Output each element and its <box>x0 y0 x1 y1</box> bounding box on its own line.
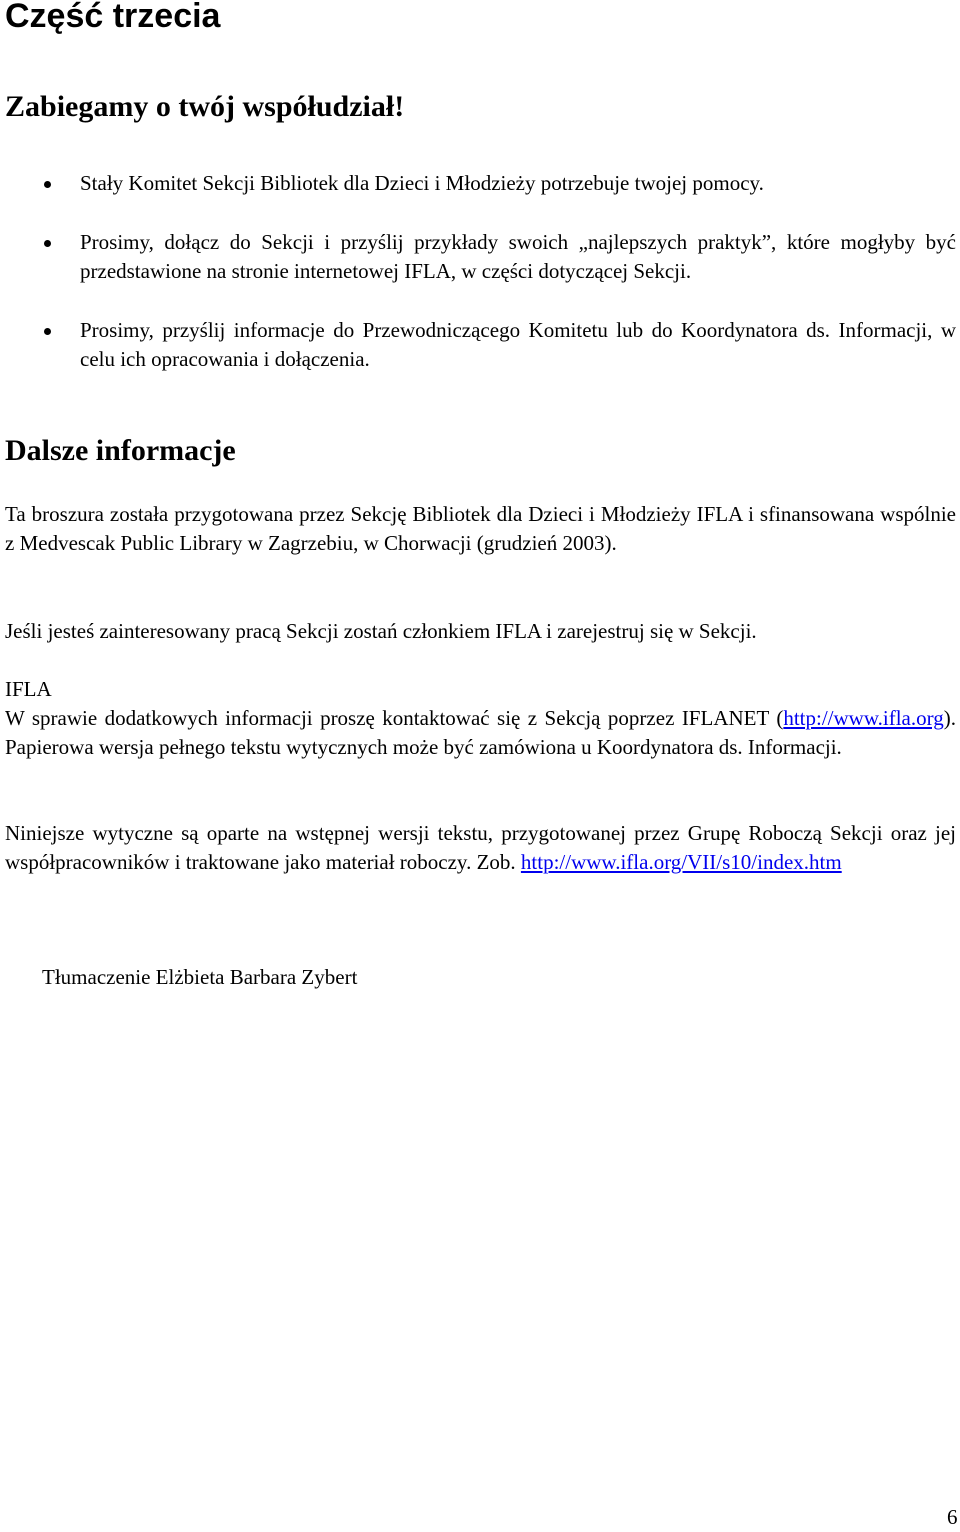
paragraph-membership: Jeśli jesteś zainteresowany pracą Sekcji zostań członkiem IFLA i zarejestruj się w Sekcji. <box>5 619 757 643</box>
list-item-text: Stały Komitet Sekcji Bibliotek dla Dzieci i Młodzieży potrzebuje twojej pomocy. <box>80 171 764 195</box>
page-number: 6 <box>947 1505 958 1529</box>
ifla-section-link[interactable]: http://www.ifla.org/VII/s10/index.htm <box>520 850 842 874</box>
bullet-icon <box>44 240 51 247</box>
contact-text-after-link: ). Papierowa wersja pełnego tekstu wytycznych może być zamówiona u Koordynatora ds. Informacji. <box>5 706 956 759</box>
section-heading-participation: Zabiegamy o twój współudział! <box>5 90 405 123</box>
list-item <box>80 228 956 286</box>
working-draft-text: Niniejsze wytyczne są oparte na wstępnej wersji tekstu, przygotowanej przez Grupę Roboczą Sekcji oraz jej współpracowników i traktowane jako materiał roboczy. Zob. <box>5 821 956 874</box>
list-item <box>80 316 956 374</box>
list-item <box>80 169 956 198</box>
paragraph-contact <box>5 675 956 762</box>
part-title: Część trzecia <box>5 0 221 35</box>
bullet-icon <box>44 328 51 335</box>
ifla-label: IFLA <box>5 677 52 701</box>
paragraph-working-draft <box>5 819 956 877</box>
contact-text-before-link: W sprawie dodatkowych informacji proszę kontaktować się z Sekcją poprzez IFLANET ( <box>5 706 784 730</box>
translator-credit: Tłumaczenie Elżbieta Barbara Zybert <box>42 965 358 989</box>
section-heading-further-info: Dalsze informacje <box>5 434 236 467</box>
list-item-text: Prosimy, dołącz do Sekcji i przyślij przykłady swoich „najlepszych praktyk”, które mogłyby być przedstawione na stronie internetowej IFLA, w części dotyczącej Sekcji. <box>80 230 956 283</box>
bullet-icon <box>44 181 51 188</box>
list-item-text: Prosimy, przyślij informacje do Przewodniczącego Komitetu lub do Koordynatora ds. Informacji, w celu ich opracowania i dołączenia. <box>80 318 956 371</box>
ifla-website-link[interactable]: http://www.ifla.org <box>783 706 944 730</box>
paragraph-brochure-info: Ta broszura została przygotowana przez Sekcję Bibliotek dla Dzieci i Młodzieży IFLA i sfinansowana wspólnie z Medvescak Public Library w Zagrzebiu, w Chorwacji (grudzień 2003). <box>5 502 956 555</box>
